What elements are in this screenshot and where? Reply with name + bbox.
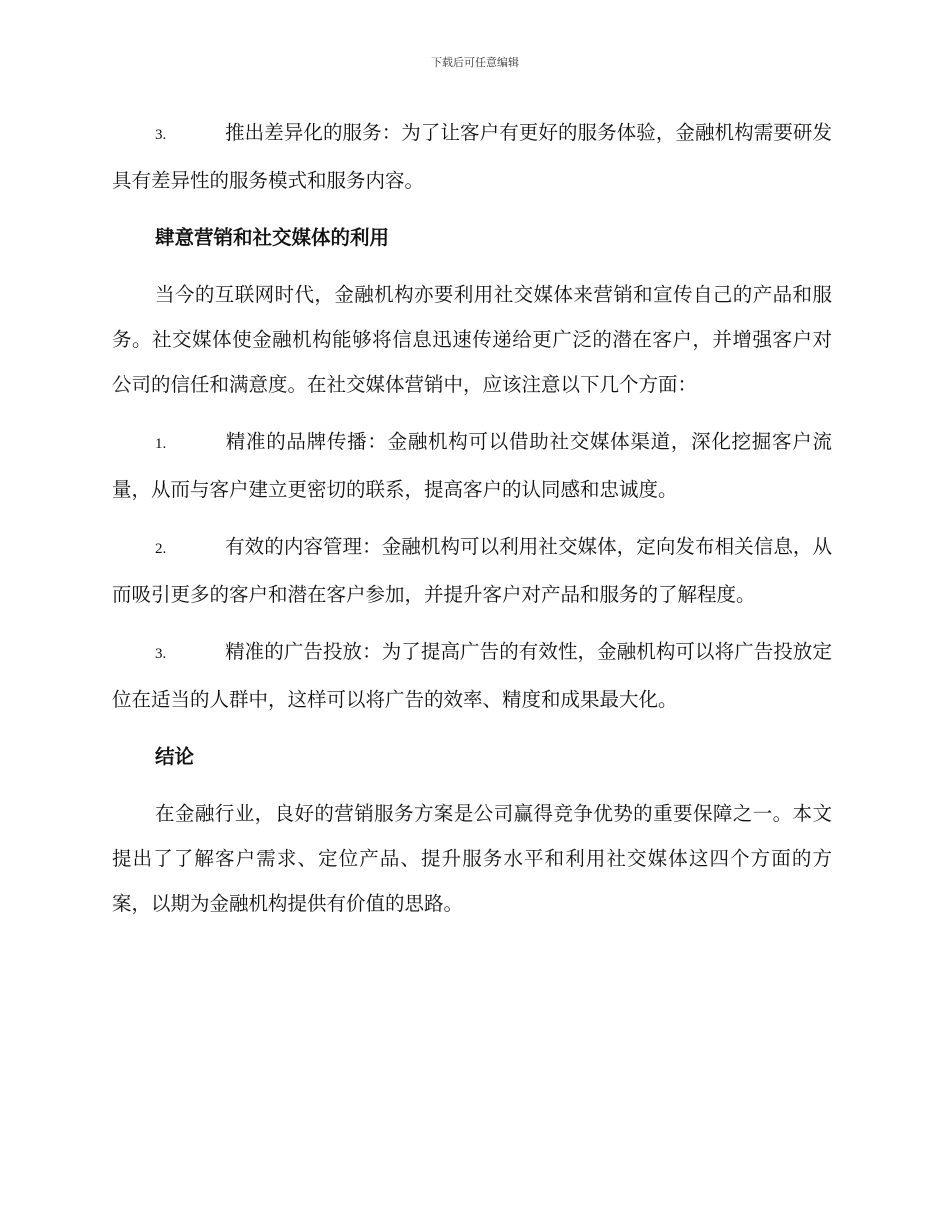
- list-item-ads: [112, 629, 832, 722]
- section-heading-social-media: 肆意营销和社交媒体的利用: [155, 226, 390, 249]
- paragraph-social-media: 当今的互联网时代，金融机构亦要利用社交媒体来营销和宣传自己的产品和服务。社交媒体使金融机构能够将信息迅速传递给更广泛的潜在客户，并增强客户对公司的信任和满意度。在社交媒体营销中，应该注意以下几个方面：: [112, 283, 832, 396]
- list-number: 1.: [155, 436, 167, 452]
- list-number: 3.: [155, 127, 167, 143]
- list-item-text: 精准的品牌传播：金融机构可以借助社交媒体渠道，深化挖掘客户流量，从而与客户建立更密切的联系，提高客户的认同感和忠诚度。: [112, 430, 832, 501]
- list-item-text: 推出差异化的服务：为了让客户有更好的服务体验，金融机构需要研发具有差异性的服务模式和服务内容。: [112, 121, 832, 192]
- list-item-text: 有效的内容管理：金融机构可以利用社交媒体，定向发布相关信息，从而吸引更多的客户和潜在客户参加，并提升客户对产品和服务的了解程度。: [112, 535, 832, 606]
- list-item-text: 精准的广告投放：为了提高广告的有效性，金融机构可以将广告投放定位在适当的人群中，这样可以将广告的效率、精度和成果最大化。: [112, 640, 832, 711]
- list-item-service-differentiation: [112, 110, 832, 203]
- list-number: 2.: [155, 541, 167, 557]
- section-heading-conclusion: 结论: [155, 745, 195, 768]
- list-item-brand: [112, 419, 832, 512]
- list-item-content: [112, 524, 832, 617]
- paragraph-conclusion: 在金融行业，良好的营销服务方案是公司赢得竞争优势的重要保障之一。本文提出了了解客户需求、定位产品、提升服务水平和利用社交媒体这四个方面的方案，以期为金融机构提供有价值的思路。: [112, 802, 832, 915]
- page-header: 下载后可任意编辑: [431, 56, 519, 69]
- list-number: 3.: [155, 646, 167, 662]
- document-body: [112, 110, 832, 938]
